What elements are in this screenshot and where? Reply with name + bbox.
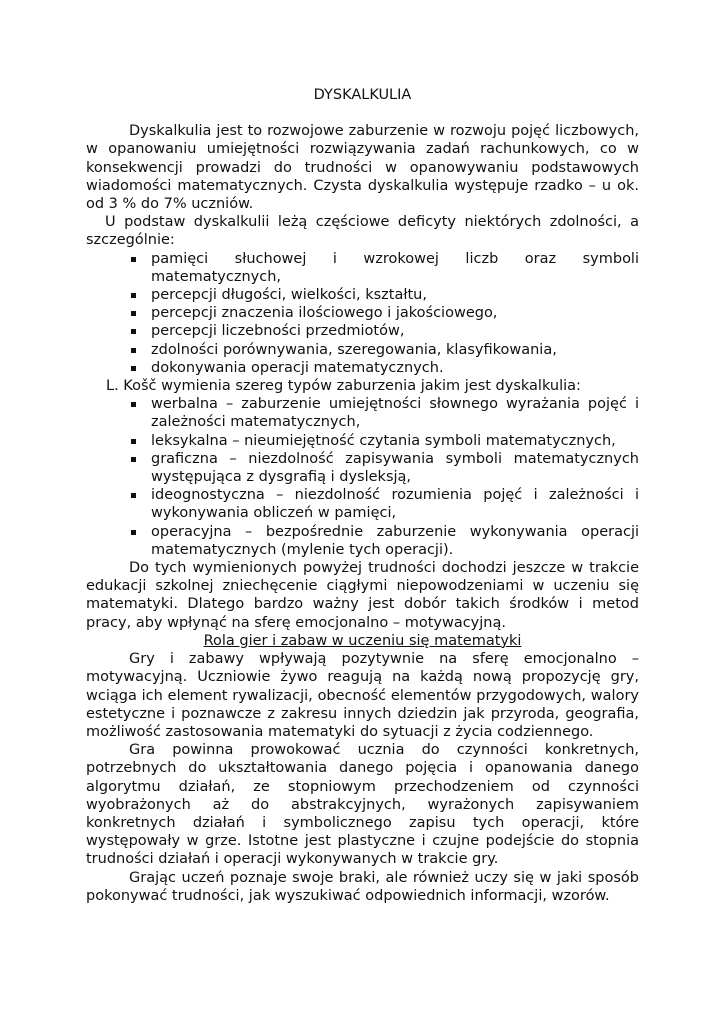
list-item: ideognostyczna – niezdolność rozumienia pojęć i zależności i wykonywania obliczeń w pamięci, <box>151 487 639 522</box>
types-list <box>86 395 639 559</box>
games-paragraph-2: Gra powinna prowokować ucznia do czynności konkretnych, potrzebnych do ukształtowania danego pojęcia i opanowania danego algorytmu działań, ze stopniowym przechodzeniem od czynności wyobrażonych aż do abstrakcyjnych, wyrażonych zapisywaniem konkretnych działań i symbolicznego zapisu tych operacji, które występowały w grze. Istotne jest plastyczne i czujne podejście do stopnia trudności działań i operacji wykonywanych w trakcie gry. <box>86 742 639 868</box>
intro-paragraph: Dyskalkulia jest to rozwojowe zaburzenie w rozwoju pojęć liczbowych, w opanowaniu umiejętności rozwiązywania zadań rachunkowych, co w konsekwencji prowadzi do trudności w opanowywaniu podstawowych wiadomości matematycznych. Czysta dyskalkulia występuje rzadko – u ok. od 3 % do 7% uczniów. <box>86 123 639 213</box>
deficits-list <box>86 250 639 377</box>
list-item: percepcji liczebności przedmiotów, <box>151 322 639 340</box>
document-page <box>86 86 639 905</box>
list-item: percepcji znaczenia ilościowego i jakościowego, <box>151 304 639 322</box>
list-item: werbalna – zaburzenie umiejętności słownego wyrażania pojęć i zależności matematycznych, <box>151 396 639 431</box>
list-item: dokonywania operacji matematycznych. <box>151 359 639 377</box>
list-item: zdolności porównywania, szeregowania, klasyfikowania, <box>151 341 639 359</box>
list-item: graficzna – niezdolność zapisywania symboli matematycznych występująca z dysgrafią i dysleksją, <box>151 450 639 486</box>
basis-paragraph: U podstaw dyskalkulii leżą częściowe deficyty niektórych zdolności, a szczególnie: <box>86 214 639 249</box>
document-title: DYSKALKULIA <box>313 87 412 103</box>
games-paragraph-3: Grając uczeń poznaje swoje braki, ale również uczy się w jaki sposób pokonywać trudności, jak wyszukiwać odpowiednich informacji, wzorów. <box>86 869 639 904</box>
types-lead: L. Košč wymienia szereg typów zaburzenia jakim jest dyskalkulia: <box>106 378 581 395</box>
list-item: operacyjna – bezpośrednie zaburzenie wykonywania operacji matematycznych (mylenie tych operacji). <box>151 523 639 558</box>
list-item: percepcji długości, wielkości, kształtu, <box>151 286 639 304</box>
difficulties-paragraph: Do tych wymienionych powyżej trudności dochodzi jeszcze w trakcie edukacji szkolnej zniechęcenie ciągłymi niepowodzeniami w uczeniu się matematyki. Dlatego bardzo ważny jest dobór takich środków i metod pracy, aby wpłynąć na sferę emocjonalno – motywacyjną. <box>86 560 639 631</box>
list-item: pamięci słuchowej i wzrokowej liczb oraz symboli matematycznych, <box>151 250 639 285</box>
list-item: leksykalna – nieumiejętność czytania symboli matematycznych, <box>151 432 639 450</box>
games-paragraph-1: Gry i zabawy wpływają pozytywnie na sferę emocjonalno – motywacyjną. Uczniowie żywo reagują na każdą nową propozycję gry, wciąga ich element rywalizacji, obecność elementów przygodowych, walory estetyczne i poznawcze z zakresu innych dziedzin jak przyroda, geografia, możliwość zastosowania matematyki do sytuacji z życia codziennego. <box>86 651 639 740</box>
section-subtitle: Rola gier i zabaw w uczeniu się matematyki <box>203 632 522 649</box>
